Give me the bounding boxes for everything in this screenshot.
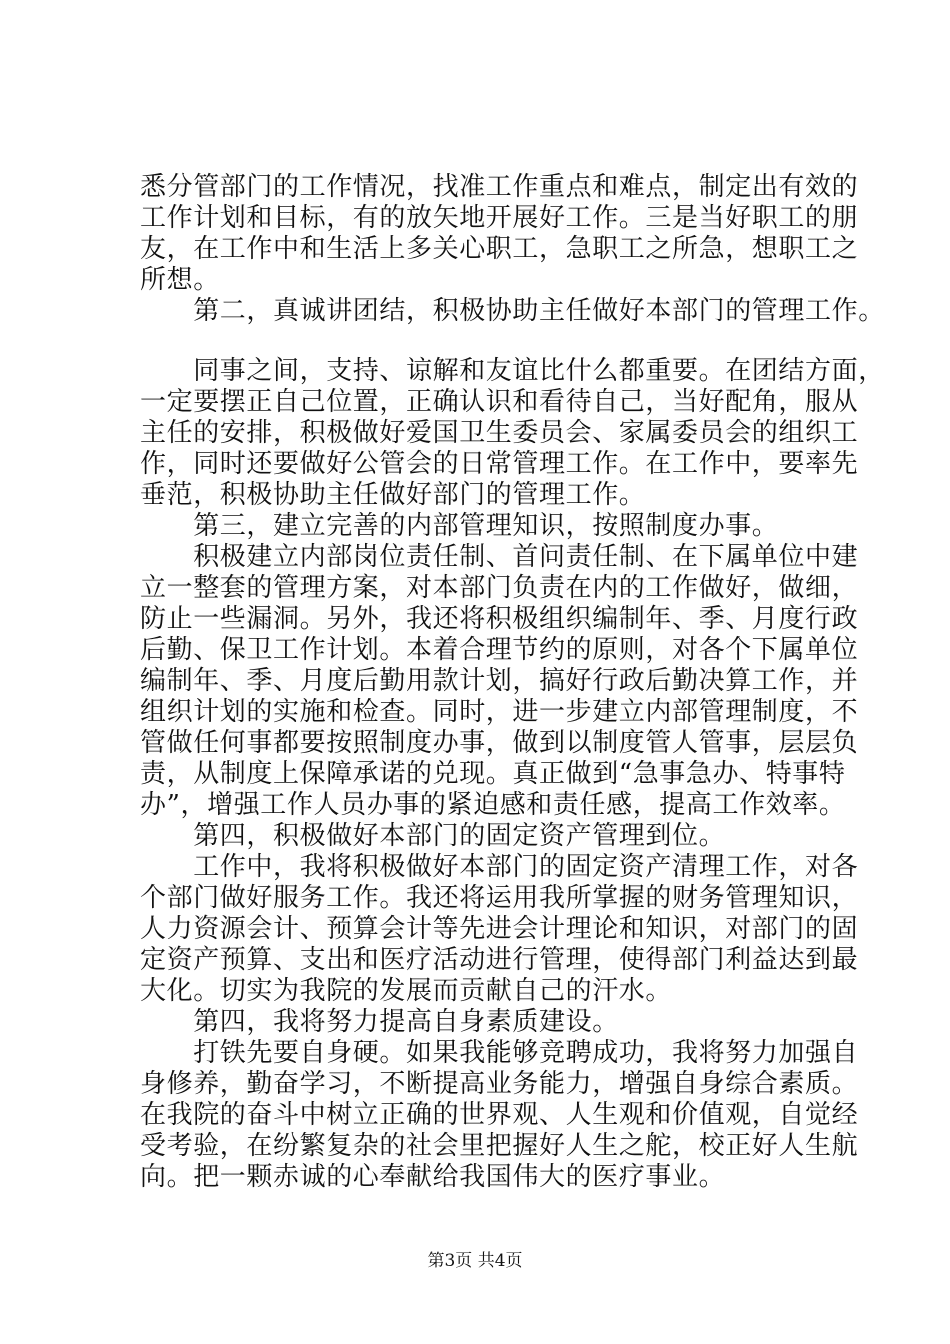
body-line: 身修养，勤奋学习，不断提高业务能力，增强自身综合素质。	[140, 1069, 859, 1099]
body-line: 垂范，积极协助主任做好部门的管理工作。	[140, 480, 646, 510]
section-heading-5: 第四，我将努力提高自身素质建设。	[140, 1007, 619, 1037]
document-body	[140, 172, 885, 1193]
body-line: 工作计划和目标，有的放矢地开展好工作。三是当好职工的朋	[140, 203, 859, 233]
body-line: 个部门做好服务工作。我还将运用我所掌握的财务管理知识，	[140, 883, 859, 913]
body-line: 积极建立内部岗位责任制、首问责任制、在下属单位中建	[140, 542, 859, 572]
section-heading-3: 第三，建立完善的内部管理知识，按照制度办事。	[140, 511, 779, 541]
body-line: 大化。切实为我院的发展而贡献自己的汗水。	[140, 976, 673, 1006]
body-line: 向。把一颗赤诚的心奉献给我国伟大的医疗事业。	[140, 1162, 726, 1192]
body-line: 所想。	[140, 265, 220, 295]
body-line: 组织计划的实施和检查。同时，进一步建立内部管理制度，不	[140, 697, 859, 727]
body-line: 人力资源会计、预算会计等先进会计理论和知识，对部门的固	[140, 914, 859, 944]
body-line: 后勤、保卫工作计划。本着合理节约的原则，对各个下属单位	[140, 635, 859, 665]
body-line: 同事之间，支持、谅解和友谊比什么都重要。在团结方面，	[140, 356, 885, 386]
body-line: 友，在工作中和生活上多关心职工，急职工之所急，想职工之	[140, 234, 859, 264]
body-line: 立一整套的管理方案，对本部门负责在内的工作做好，做细，	[140, 573, 859, 603]
body-line: 作，同时还要做好公管会的日常管理工作。在工作中，要率先	[140, 449, 859, 479]
body-line: 办”，增强工作人员办事的紧迫感和责任感，提高工作效率。	[140, 790, 846, 820]
body-line: 受考验，在纷繁复杂的社会里把握好人生之舵，校正好人生航	[140, 1131, 859, 1161]
body-line: 工作中，我将积极做好本部门的固定资产清理工作，对各	[140, 852, 859, 882]
blank-line	[140, 327, 840, 356]
body-line: 防止一些漏洞。另外，我还将积极组织编制年、季、月度行政	[140, 604, 859, 634]
body-line: 定资产预算、支出和医疗活动进行管理，使得部门利益达到最	[140, 945, 859, 975]
body-line: 打铁先要自身硬。如果我能够竞聘成功，我将努力加强自	[140, 1038, 859, 1068]
body-line: 主任的安排，积极做好爱国卫生委员会、家属委员会的组织工	[140, 418, 859, 448]
body-line: 责，从制度上保障承诺的兑现。真正做到“急事急办、特事特	[140, 759, 846, 789]
body-line: 管做任何事都要按照制度办事，做到以制度管人管事，层层负	[140, 728, 859, 758]
body-line: 悉分管部门的工作情况，找准工作重点和难点，制定出有效的	[140, 172, 859, 202]
section-heading-2: 第二，真诚讲团结，积极协助主任做好本部门的管理工作。	[140, 296, 885, 326]
body-line: 编制年、季、月度后勤用款计划，搞好行政后勤决算工作，并	[140, 666, 859, 696]
body-line: 在我院的奋斗中树立正确的世界观、人生观和价值观，自觉经	[140, 1100, 859, 1130]
section-heading-4: 第四，积极做好本部门的固定资产管理到位。	[140, 821, 726, 851]
body-line: 一定要摆正自己位置，正确认识和看待自己，当好配角，服从	[140, 387, 859, 417]
page-number-footer: 第3页 共4页	[427, 1251, 523, 1271]
